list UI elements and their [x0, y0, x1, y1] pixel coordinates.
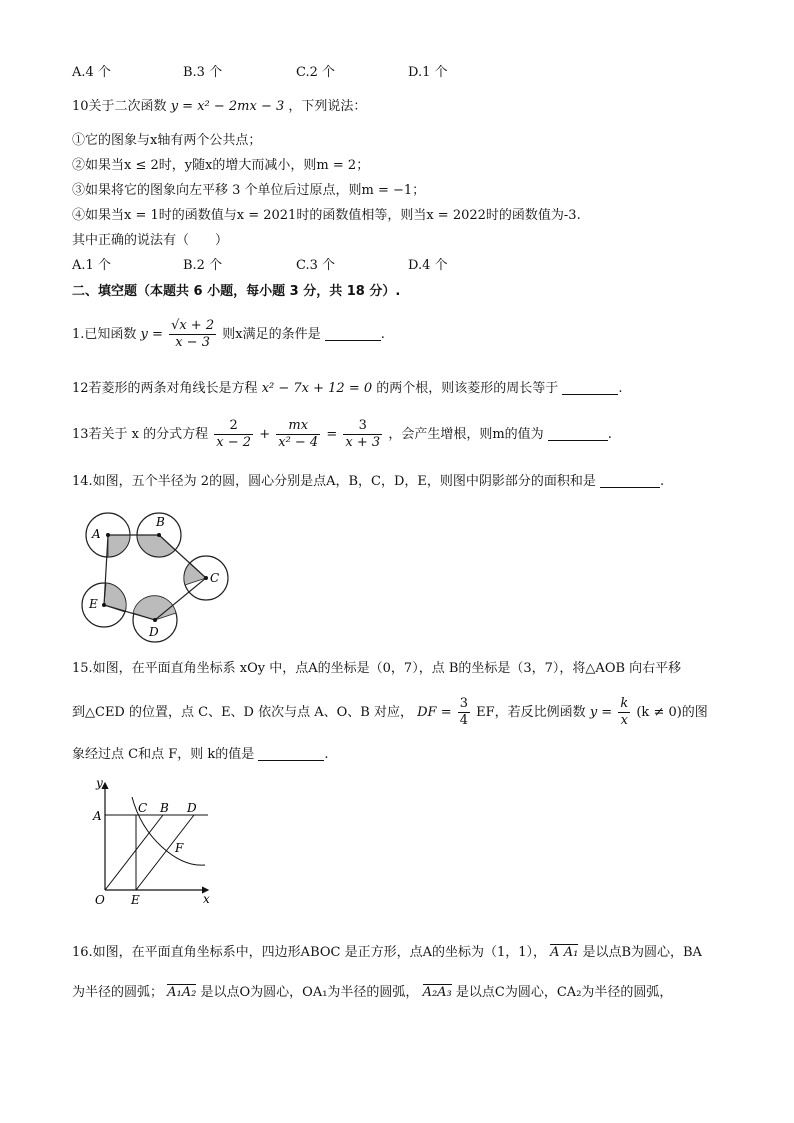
q13-f1-numerator: 2: [214, 418, 253, 435]
q14-answer-blank[interactable]: [600, 473, 660, 488]
q16-line-2: [72, 984, 672, 1002]
q9-option-a: A.4 个: [72, 65, 111, 80]
graph-label-b: B: [160, 801, 169, 815]
q15-fraction-num: 3: [459, 696, 469, 711]
q10-option-d: D.4 个: [408, 258, 448, 273]
q14: 14.如图，五个半径为 2的圆，圆心分别是点A，B，C，D，E，则图中阴影部分的面积和是 .: [72, 474, 665, 489]
q11-prefix: 1.已知函数: [72, 327, 137, 342]
q15-answer-blank[interactable]: [258, 746, 324, 761]
q15-line-1: 15.如图，在平面直角坐标系 xOy 中，点A的坐标是（0，7），点 B的坐标是（3，7），将△AOB 向右平移: [72, 661, 682, 676]
q10-statement-3: ③如果将它的图象向左平移 3 个单位后过原点，则m = −1；: [72, 183, 426, 198]
q15-line-2a: 到△CED 的位置，点 C、E、D 依次与点 A、O、B 对应，: [72, 705, 413, 720]
q11-suffix: 则x满足的条件是: [222, 327, 321, 342]
sector-a: [108, 535, 130, 557]
q12-answer-blank[interactable]: [562, 380, 618, 395]
q13-fraction-2: [276, 418, 320, 451]
q9-option-c: C.2 个: [296, 65, 336, 80]
q13: 13若关于 x 的分式方程 $\frac{2}{x - 2}$ + $\frac{mx}{\text{x² − 4}}$ = $\frac{3}{x + 3}$ ，会产生增根，则m的值为 .: [72, 418, 612, 450]
q15-coordinate-figure: [90, 775, 240, 910]
q11-denominator: x − 3: [175, 335, 210, 350]
q16-line-1a: 16.如图，在平面直角坐标系中，四边形ABOC 是正方形，点A的坐标为（1，1），: [72, 945, 547, 960]
q16-arc-1: A A₁: [550, 945, 579, 960]
q12-equation: x² − 7x + 12 = 0: [261, 381, 373, 396]
q15-line-2c: (k ≠ 0)的图: [636, 705, 708, 720]
q15-df-eq: DF =: [417, 705, 452, 720]
q13-suffix: ，会产生增根，则m的值为: [388, 427, 544, 442]
q10-statement-1: ①它的图象与x轴有两个公共点；: [72, 133, 262, 148]
label-b: B: [156, 515, 165, 529]
q13-f2-numerator: mx: [276, 418, 320, 435]
sector-c: [184, 563, 206, 585]
label-c: C: [210, 571, 220, 585]
q13-f3-denominator: x + 3: [345, 435, 381, 450]
q11-answer-blank[interactable]: [325, 326, 381, 341]
q15-line-3-text: 象经过点 C和点 F，则 k的值是: [72, 747, 255, 762]
q13-fraction-1: [214, 418, 253, 451]
q11-lhs: y =: [140, 327, 163, 342]
q10-option-c: C.3 个: [296, 258, 336, 273]
graph-label-d: D: [187, 801, 197, 815]
label-e: E: [89, 597, 98, 611]
q15-fraction-den: 4: [459, 713, 469, 728]
q15-y-eq: y =: [589, 705, 613, 720]
q11-fraction: [169, 318, 216, 351]
q16-line-2b: 是以点O为圆心，OA₁为半径的圆弧，: [200, 985, 419, 1000]
q14-circles-figure: [75, 507, 235, 647]
q10-function: y = x² − 2mx − 3: [170, 99, 285, 114]
sector-b: [137, 535, 175, 557]
graph-label-a: A: [93, 809, 102, 823]
q15-fraction-34: [458, 696, 470, 729]
q10-option-b: B.2 个: [183, 258, 223, 273]
q13-f1-denominator: x − 2: [216, 435, 252, 450]
q10-suffix: ，下列说法：: [288, 99, 367, 114]
q10-statement-4: ④如果当x = 1时的函数值与x = 2021时的函数值相等，则当x = 2022时的函数值为-3.: [72, 208, 581, 223]
graph-label-o: O: [95, 893, 105, 907]
q10-statement-2: ②如果当x ≤ 2时，y随x的增大而减小，则m = 2；: [72, 158, 370, 173]
q16-line-1: [72, 944, 702, 962]
q13-plus: +: [259, 427, 271, 442]
q11-numerator: √x + 2: [171, 318, 215, 333]
q16-line-1b: 是以点B为圆心，BA: [582, 945, 702, 960]
q13-f2-denominator: x² − 4: [278, 435, 319, 450]
q13-fraction-3: [343, 418, 382, 451]
q12: 12若菱形的两条对角线长是方程 x² − 7x + 12 = 0 的两个根，则该菱形的周长等于 .: [72, 381, 623, 396]
q9-option-d: D.1 个: [408, 65, 448, 80]
q13-answer-blank[interactable]: [548, 426, 608, 441]
q15-fraction-kx: [618, 696, 630, 729]
q13-equals: =: [326, 427, 338, 442]
label-a: A: [92, 527, 101, 541]
q12-suffix: 的两个根，则该菱形的周长等于: [376, 381, 559, 396]
q10-stem: [72, 98, 366, 116]
label-d: D: [149, 625, 159, 639]
q13-f3-numerator: 3: [343, 418, 382, 435]
section-heading: 二、填空题（本题共 6 小题，每小题 3 分，共 18 分）.: [72, 284, 401, 299]
q13-prefix: 13若关于 x 的分式方程: [72, 427, 209, 442]
q10-question: 其中正确的说法有（ ）: [72, 233, 229, 248]
q16-arc-2: A₁A₂: [167, 985, 197, 1000]
q11: 1.已知函数 y = $\frac{√x + 2}{x - 3}$ 则x满足的条件是 .: [72, 318, 385, 350]
graph-label-x: x: [203, 892, 210, 906]
q14-text: 14.如图，五个半径为 2的圆，圆心分别是点A，B，C，D，E，则图中阴影部分的面积和是: [72, 474, 596, 489]
q16-line-2a: 为半径的圆弧；: [72, 985, 164, 1000]
q16-arc-3: A₂A₃: [422, 985, 452, 1000]
q15-line-2b: EF，若反比例函数: [476, 705, 586, 720]
q15-k: k: [620, 696, 629, 711]
q12-prefix: 12若菱形的两条对角线长是方程: [72, 381, 258, 396]
q16-line-2c: 是以点C为圆心，CA₂为半径的圆弧，: [455, 985, 673, 1000]
graph-label-f: F: [175, 841, 184, 855]
graph-label-c: C: [138, 801, 148, 815]
line-ob: [105, 815, 163, 890]
q10-prefix: 10关于二次函数: [72, 99, 167, 114]
graph-label-e: E: [131, 893, 140, 907]
q10-option-a: A.1 个: [72, 258, 111, 273]
q15-x: x: [620, 713, 628, 728]
q15-line-2: [72, 696, 708, 730]
q15-line-3: 象经过点 C和点 F，则 k的值是 .: [72, 747, 329, 762]
graph-label-y: y: [96, 776, 103, 790]
q9-option-b: B.3 个: [183, 65, 223, 80]
